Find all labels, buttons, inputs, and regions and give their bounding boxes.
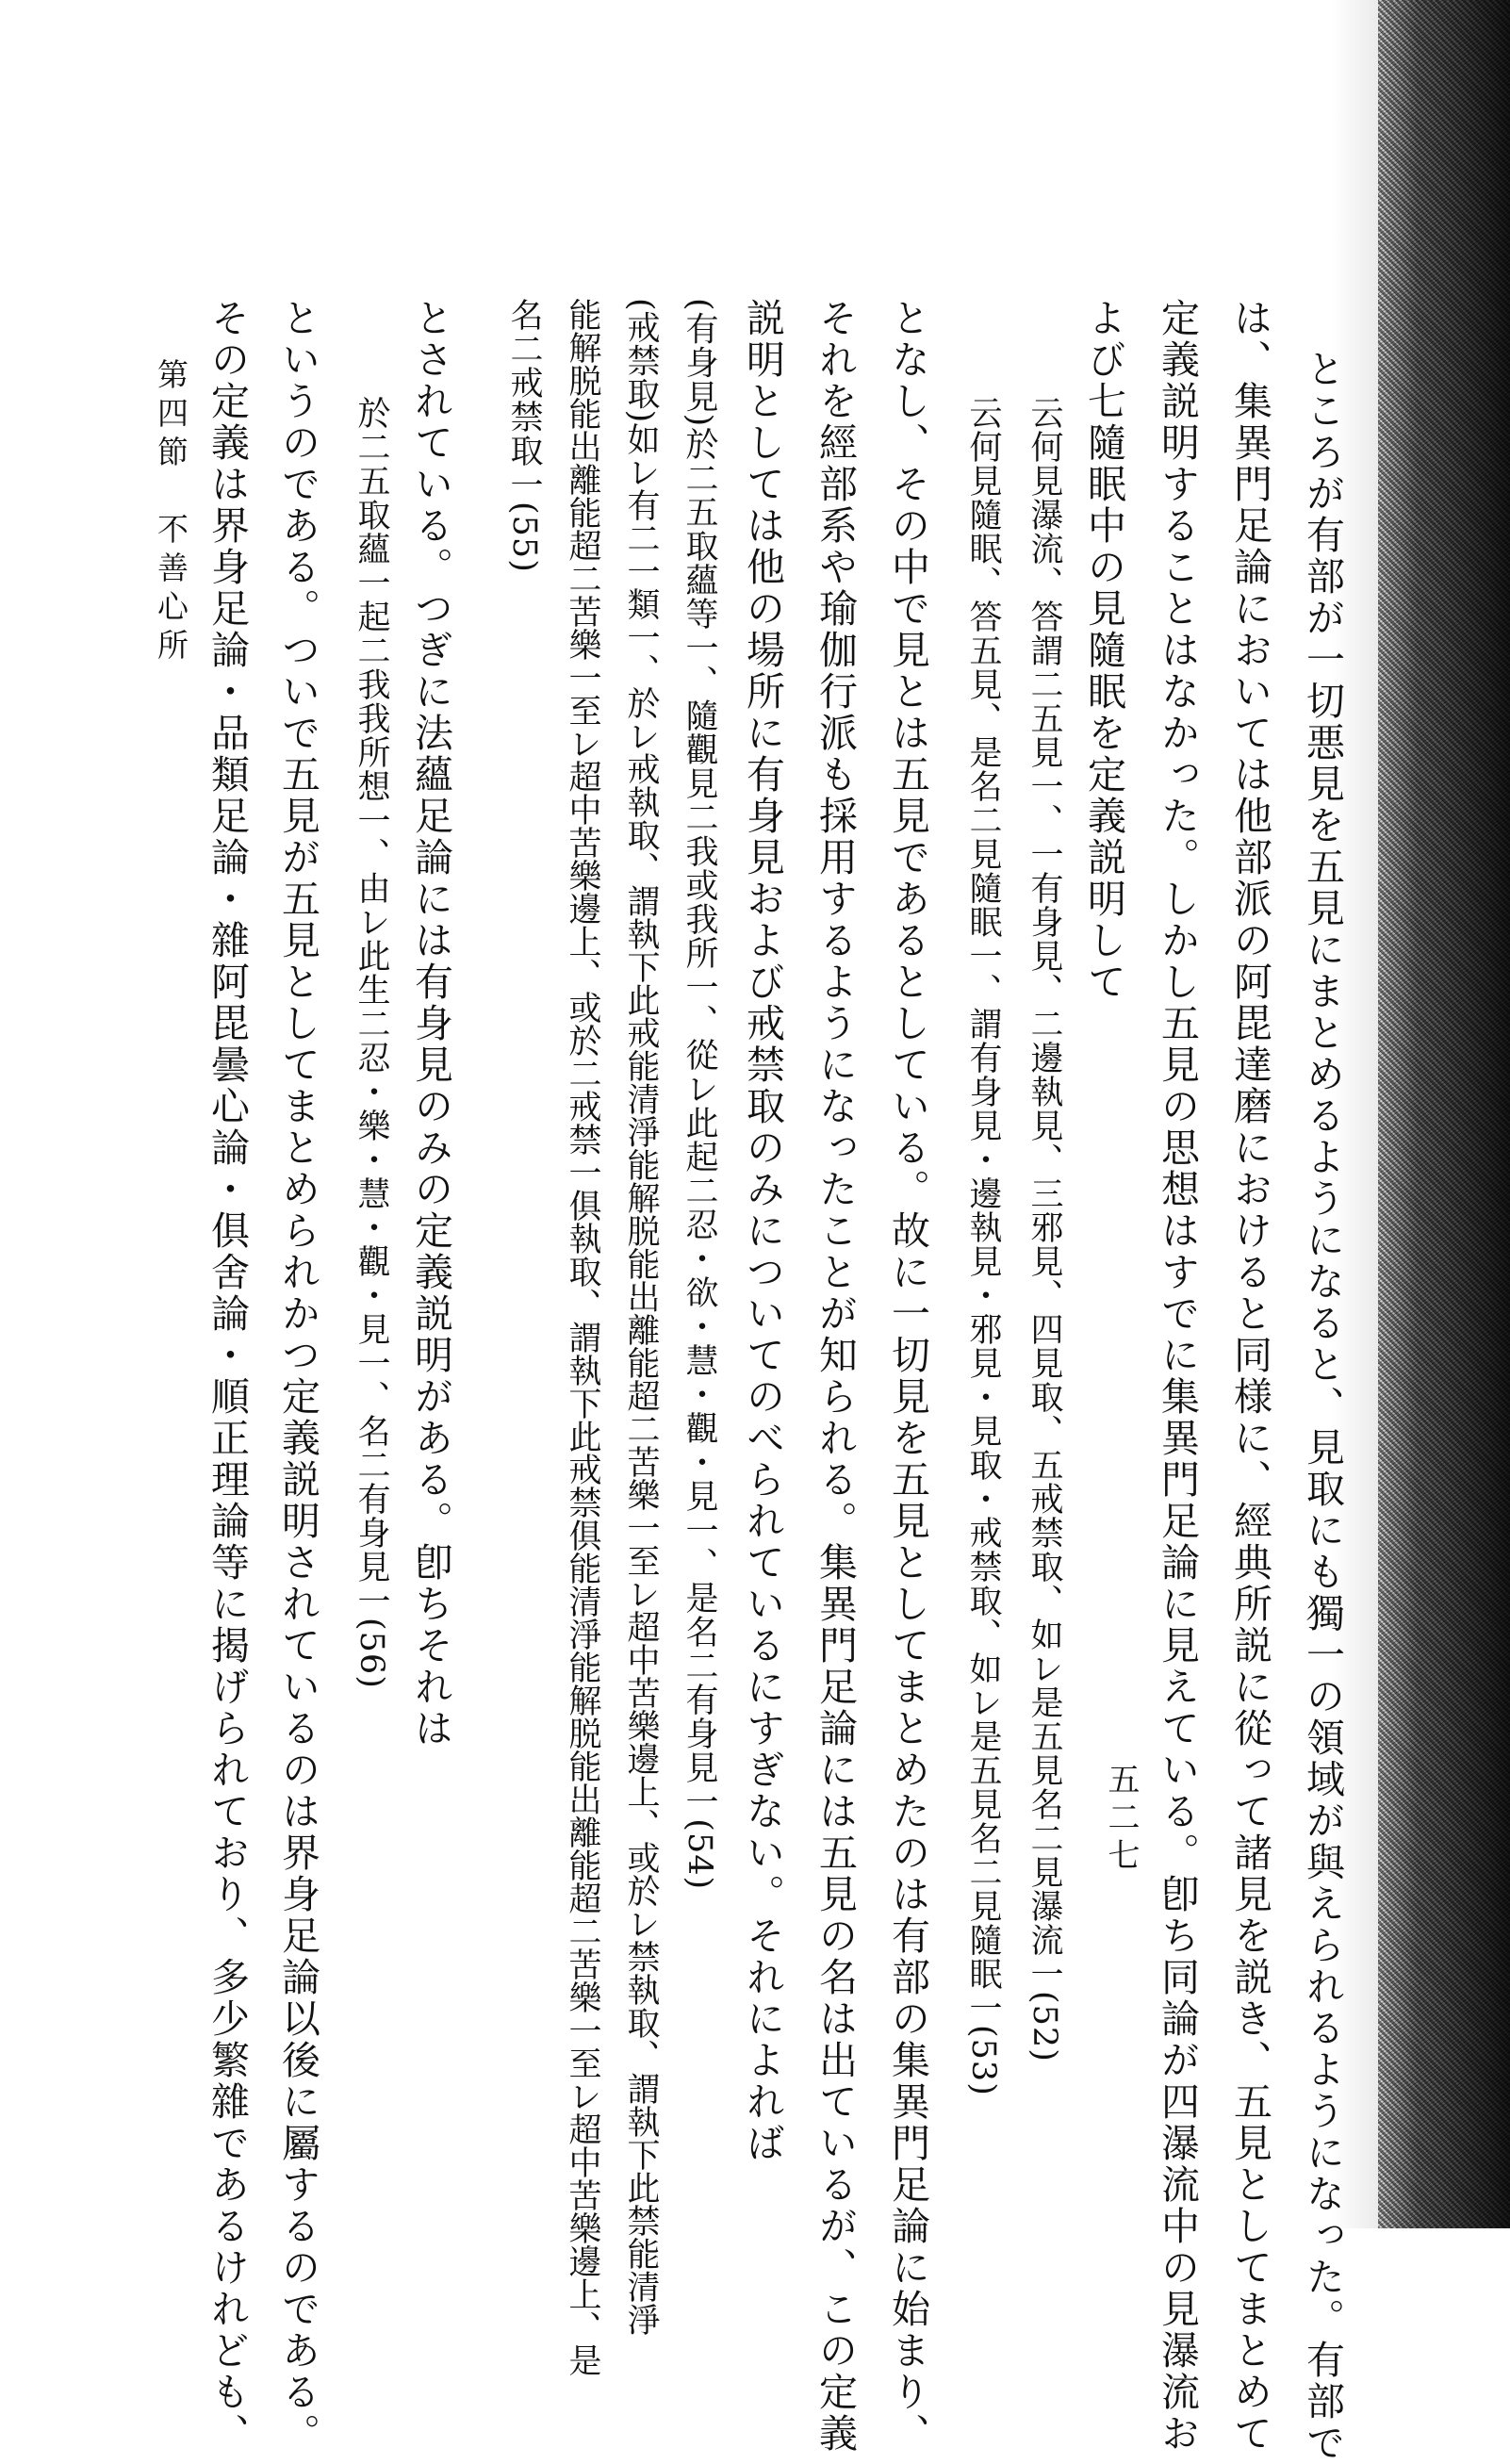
quote-column-56: 於二五取蘊一起二我我所想一、由レ此生二忍・樂・慧・觀・見一、名二有身見一(56): [353, 396, 390, 1689]
text-column-10: その定義は界身足論・品類足論・雜阿毘曇心論・俱舍論・順正理論等に揭げられており、多少繁雜であるけれども、: [205, 298, 250, 2455]
quote-column-55b: 能解脱能出離能超二苦樂一至レ超中苦樂邊上、或於二戒禁一俱執取、謂執下此戒禁俱能清淨能解脱能出離能超二苦樂一至レ超中苦樂邊上、是: [564, 298, 601, 2376]
text-column-9: というのである。ついで五見が五見としてまとめられかつ定義説明されているのは界身足論以後に屬するのである。: [275, 298, 320, 2455]
quote-column-55a: (戒禁取)如レ有二一類一、於レ戒執取、謂執下此戒能清淨能解脱能出離能超二苦樂一至レ超中苦樂邊上、或於レ禁執取、謂執下此禁能清淨: [622, 298, 660, 2337]
quote-column-53: 云何見隨眠、答五見、是名二見隨眠一、謂有身見・邊執見・邪見・見取・戒禁取、如レ是五見名二見隨眠一(53): [964, 396, 1002, 2096]
quote-column-54: (有身見)於二五取蘊等一、隨觀見二我或我所一、從レ此起二忍・欲・慧・觀・見一、是名二有身見一(54): [681, 298, 718, 1891]
page-number: 五二七: [1102, 1763, 1140, 1876]
section-title: 第四節 不善心所: [153, 358, 189, 667]
text-column-7: 説明としては他の場所に有身見および戒禁取のみについてのべられているにすぎない。それによれば: [740, 298, 785, 2164]
text-column-1: ところが有部が一切悪見を五見にまとめるようになると、見取にも獨一の領域が與えられるようになった。有部で: [1300, 349, 1345, 2464]
quote-column-55c: 名二戒禁取一(55): [505, 298, 543, 573]
text-column-3: 定義説明することはなかった。しかし五見の思想はすでに集異門足論に見えている。卽ち同論が四瀑流中の見瀑流お: [1155, 298, 1200, 2455]
text-column-4: よび七隨眠中の見隨眠を定義説明して: [1081, 298, 1126, 1003]
text-column-8: とされている。つぎに法蘊足論には有身見のみの定義説明がある。卽ちそれは: [408, 298, 453, 1749]
text-column-5: となし、その中で見とは五見であるとしている。故に一切見を五見としてまとめたのは有部の集異門足論に始まり、: [885, 298, 930, 2455]
text-column-2: は、集異門足論においては他部派の阿毘達磨におけると同様に、經典所説に從って諸見を説き、五見としてまとめて: [1227, 298, 1272, 2455]
text-column-6: それを經部系や瑜伽行派も採用するようになったことが知られる。集異門足論には五見の名は出ているが、この定義: [812, 298, 858, 2455]
quote-column-52: 云何見瀑流、答謂二五見一、一有身見、二邊執見、三邪見、四見取、五戒禁取、如レ是五見名二見瀑流一(52): [1026, 396, 1063, 2062]
scan-edge-noise: [1378, 0, 1510, 2228]
